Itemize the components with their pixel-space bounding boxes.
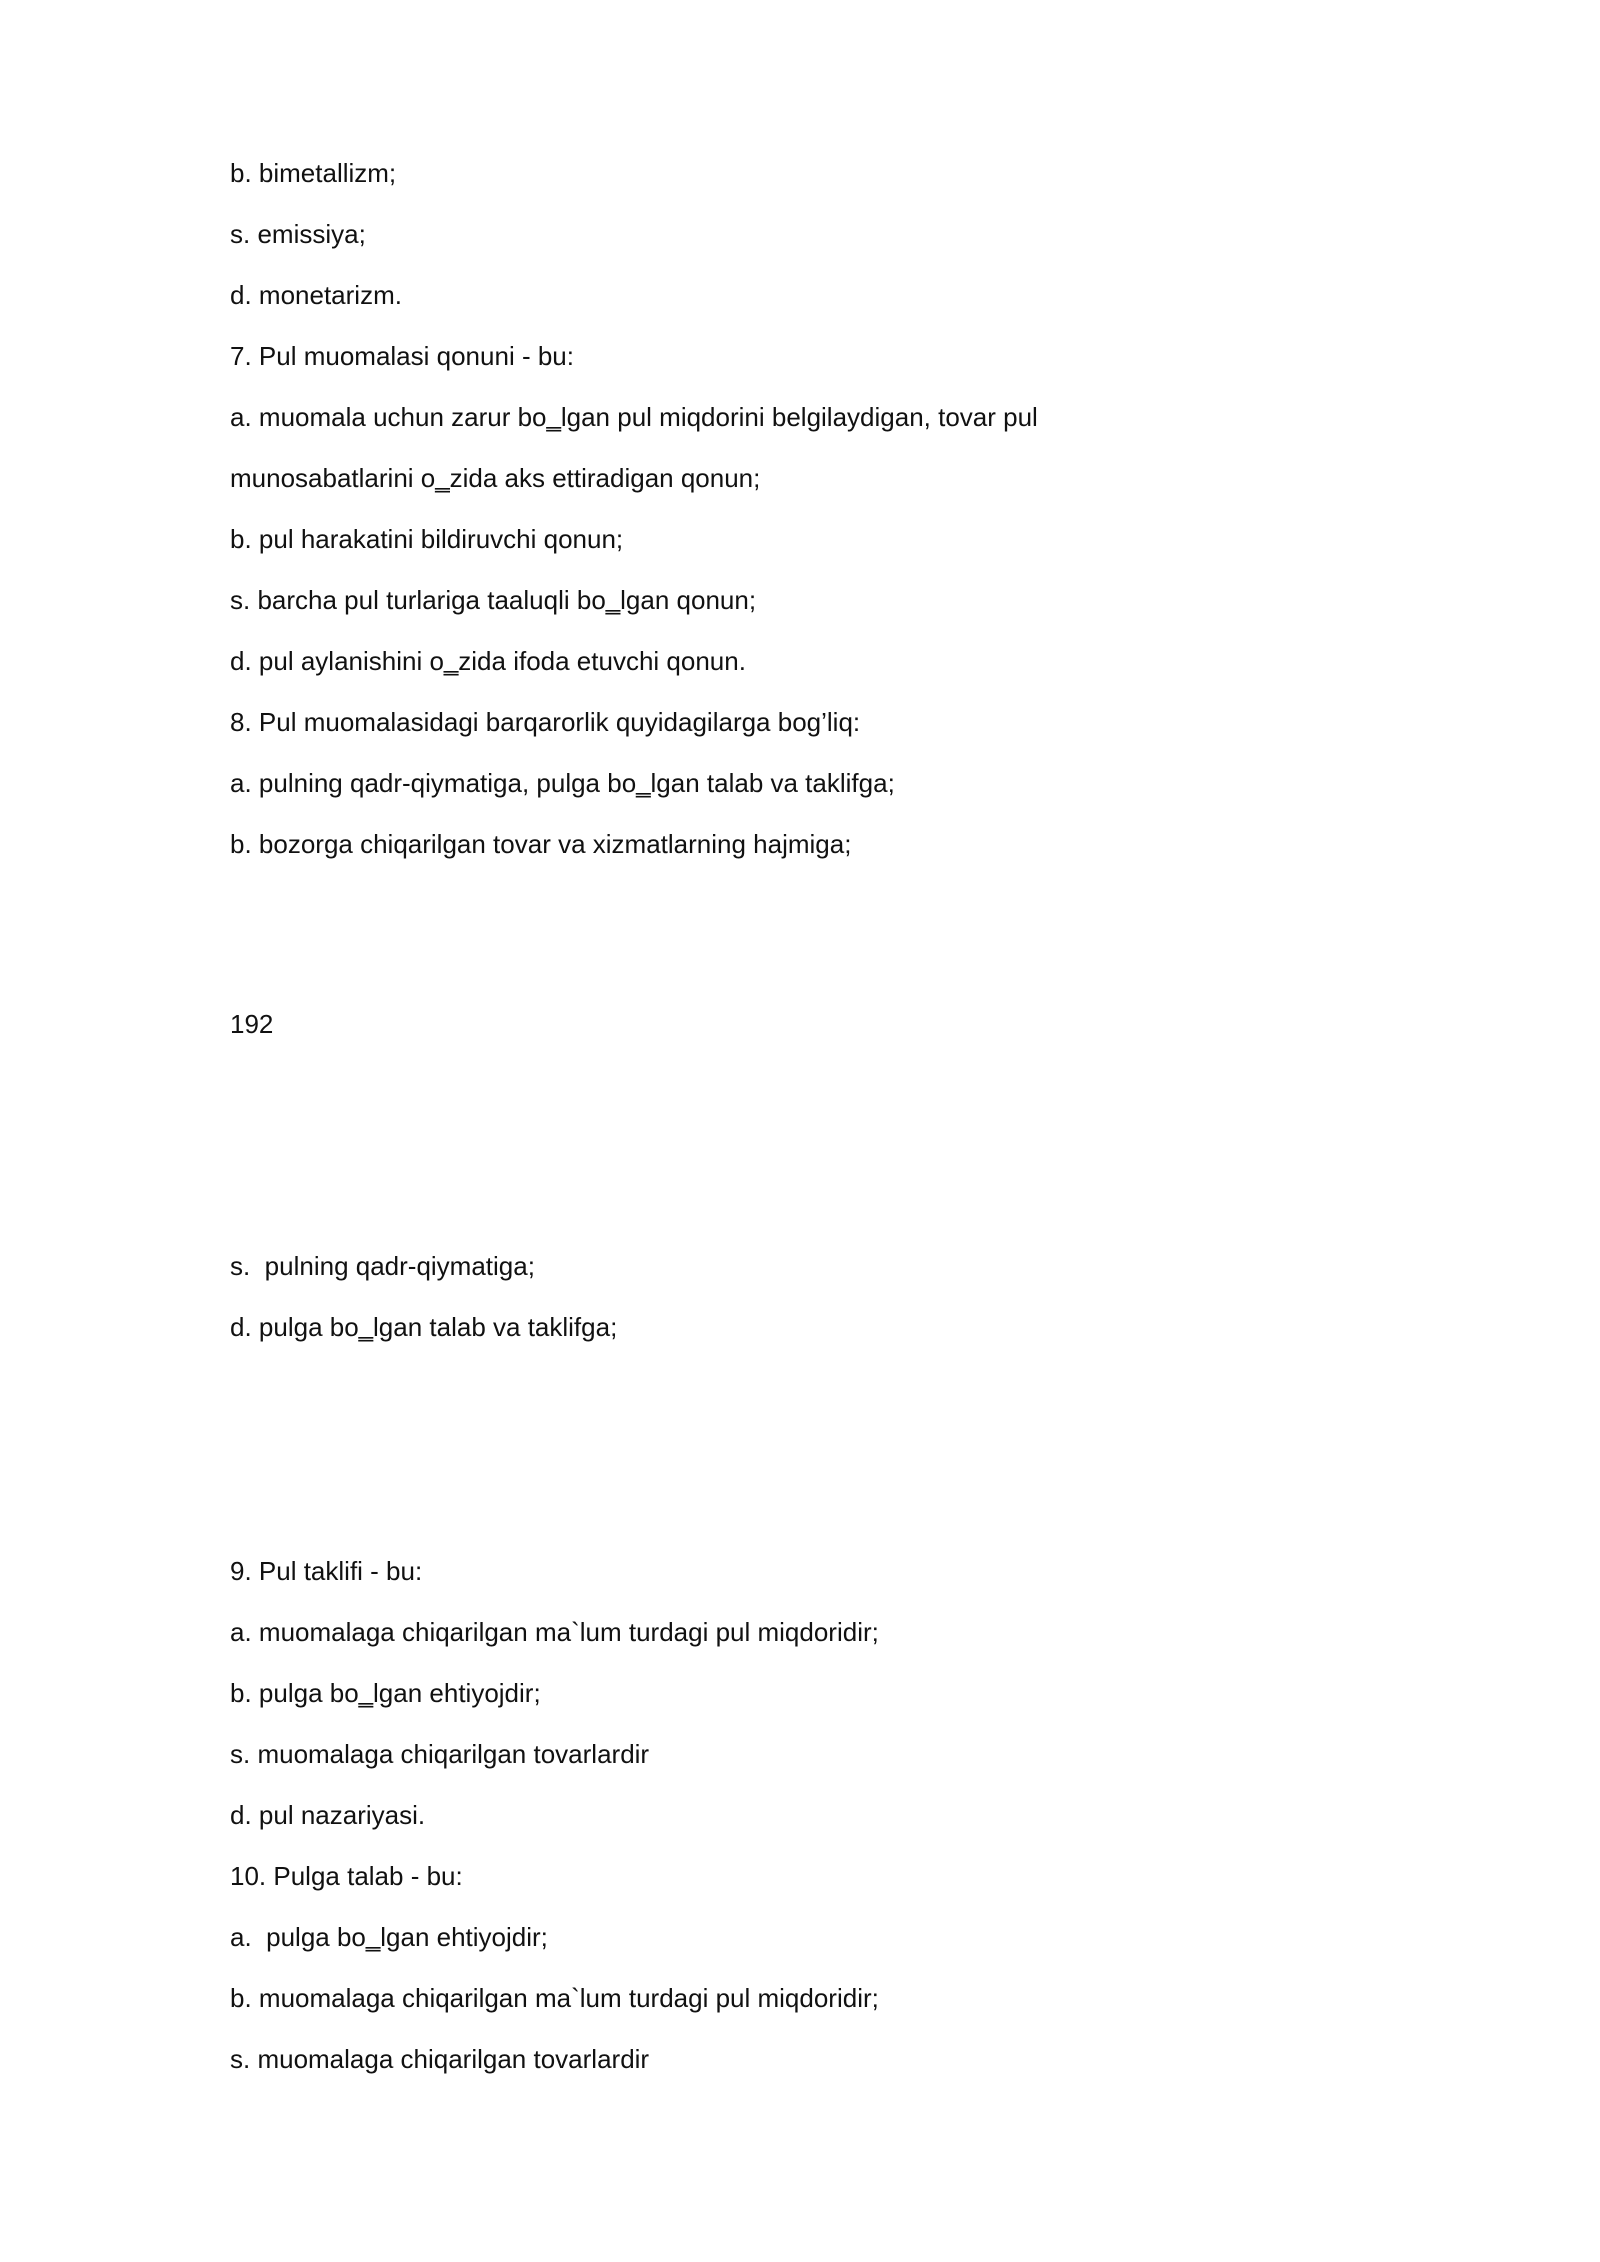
text-line: s. muomalaga chiqarilgan tovarlardir <box>230 2044 650 2074</box>
question-heading: 8. Pul muomalasidagi barqarorlik quyidagilarga bog’liq: <box>230 707 861 737</box>
question-heading: 9. Pul taklifi - bu: <box>230 1556 423 1586</box>
text-line: d. pul nazariyasi. <box>230 1800 426 1830</box>
text-line: d. pulga bo‗lgan talab va taklifga; <box>230 1312 618 1342</box>
text-line: s. barcha pul turlariga taaluqli bo‗lgan qonun; <box>230 585 757 615</box>
text-line: munosabatlarini o‗zida aks ettiradigan qonun; <box>230 463 761 493</box>
text-line: a. muomala uchun zarur bo‗lgan pul miqdorini belgilaydigan, tovar pul <box>230 402 1038 432</box>
question-heading: 10. Pulga talab - bu: <box>230 1861 463 1891</box>
text-line: s. muomalaga chiqarilgan tovarlardir <box>230 1739 650 1769</box>
text-line: d. pul aylanishini o‗zida ifoda etuvchi qonun. <box>230 646 746 676</box>
text-line: a. pulga bo‗lgan ehtiyojdir; <box>230 1922 548 1952</box>
text-block-bottom <box>230 1541 1410 2090</box>
text-line: b. muomalaga chiqarilgan ma`lum turdagi pul miqdoridir; <box>230 1983 879 2013</box>
text-line: b. bozorga chiqarilgan tovar va xizmatlarning hajmiga; <box>230 829 852 859</box>
text-line: b. pulga bo‗lgan ehtiyojdir; <box>230 1678 541 1708</box>
text-line: a. muomalaga chiqarilgan ma`lum turdagi pul miqdoridir; <box>230 1617 879 1647</box>
text-block-top <box>230 143 1410 875</box>
text-line: d. monetarizm. <box>230 280 402 310</box>
page-number: 192 <box>230 1009 274 1039</box>
text-block-middle <box>230 1236 1410 1358</box>
question-heading: 7. Pul muomalasi qonuni - bu: <box>230 341 574 371</box>
text-line: s. pulning qadr-qiymatiga; <box>230 1251 535 1281</box>
text-line: s. emissiya; <box>230 219 366 249</box>
text-line: b. bimetallizm; <box>230 158 397 188</box>
text-line: b. pul harakatini bildiruvchi qonun; <box>230 524 624 554</box>
text-line: a. pulning qadr-qiymatiga, pulga bo‗lgan talab va taklifga; <box>230 768 895 798</box>
